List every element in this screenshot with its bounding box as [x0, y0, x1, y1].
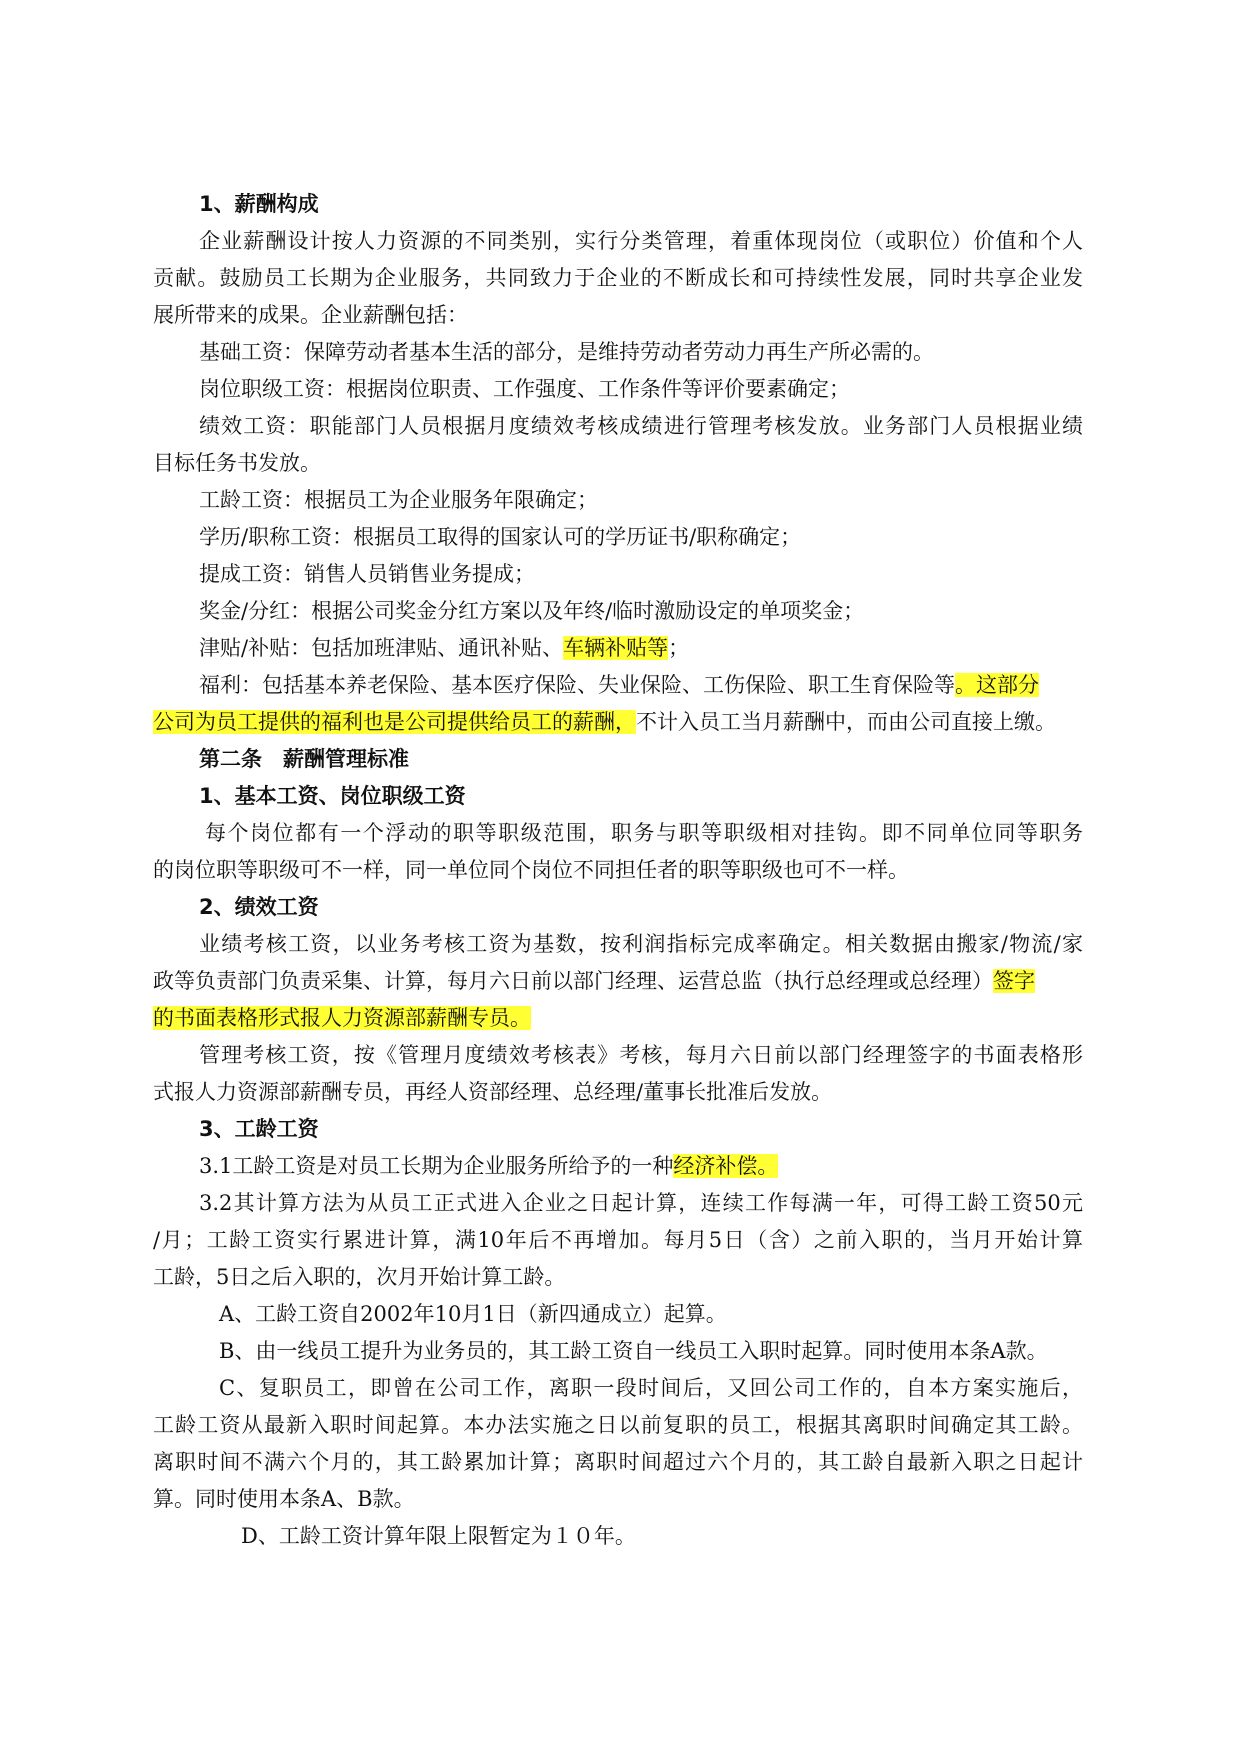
item-commission: 提成工资：销售人员销售业务提成；	[199, 562, 535, 586]
item-welfare-cont	[153, 704, 1083, 741]
document-body	[153, 186, 1083, 1555]
highlighted-text: 公司为员工提供的福利也是公司提供给员工的薪酬，	[153, 710, 636, 734]
paragraph-line: 管理考核工资，按《管理月度绩效考核表》考核，每月六日前以部门经理签字的书面表格形	[199, 1043, 1083, 1067]
item-seniority-salary: 工龄工资：根据员工为企业服务年限确定；	[199, 488, 598, 512]
article-heading: 第二条 薪酬管理标准	[199, 747, 409, 771]
welfare-text-end: 不计入员工当月薪酬中，而由公司直接上缴。	[636, 710, 1056, 734]
paragraph-line: 式报人力资源部薪酬专员，再经人资部经理、总经理/董事长批准后发放。	[153, 1080, 833, 1104]
allowance-text-end: ；	[668, 636, 690, 660]
clause-item-c: C、复职员工，即曾在公司工作，离职一段时间后，又回公司工作的，自本方案实施后，	[219, 1376, 1083, 1400]
highlighted-text: 的书面表格形式报人力资源部薪酬专员。	[153, 1006, 531, 1030]
section-heading-salary-composition: 1、薪酬构成	[199, 192, 319, 216]
welfare-text: 福利：包括基本养老保险、基本医疗保险、失业保险、工伤保险、职工生育保险等	[199, 673, 955, 697]
paragraph-line: 每个岗位都有一个浮动的职等职级范围，职务与职等职级相对挂钩。即不同单位同等职务	[205, 821, 1083, 845]
item-education-salary: 学历/职称工资：根据员工取得的国家认可的学历证书/职称确定；	[199, 525, 802, 549]
item-performance-salary: 绩效工资：职能部门人员根据月度绩效考核成绩进行管理考核发放。业务部门人员根据业绩	[199, 414, 1083, 438]
clause-3-2: 3.2其计算方法为从员工正式进入企业之日起计算，连续工作每满一年，可得工龄工资50元	[199, 1191, 1083, 1215]
item-allowance	[153, 630, 1083, 667]
paragraph-line: 算。同时使用本条A、B款。	[153, 1487, 415, 1511]
paragraph-line	[153, 1000, 1083, 1037]
item-post-salary: 岗位职级工资：根据岗位职责、工作强度、工作条件等评价要素确定；	[199, 377, 850, 401]
highlighted-text: 车辆补贴等	[563, 636, 669, 660]
paragraph-line: 工龄工资从最新入职时间起算。本办法实施之日以前复职的员工，根据其离职时间确定其工龄。	[153, 1413, 1083, 1437]
clause-item-b: B、由一线员工提升为业务员的，其工龄工资自一线员工入职时起算。同时使用本条A款。	[219, 1339, 1048, 1363]
section-heading-performance-salary: 2、绩效工资	[199, 895, 319, 919]
item-welfare	[153, 667, 1083, 704]
clause-3-1	[153, 1148, 1083, 1185]
item-base-salary: 基础工资：保障劳动者基本生活的部分，是维持劳动者劳动力再生产所必需的。	[199, 340, 934, 364]
highlighted-text: 经济补偿。	[673, 1154, 779, 1178]
clause-item-a: A、工龄工资自2002年10月1日（新四通成立）起算。	[219, 1302, 727, 1326]
paragraph-line: 企业薪酬设计按人力资源的不同类别，实行分类管理，着重体现岗位（或职位）价值和个人	[199, 229, 1083, 253]
allowance-text: 津贴/补贴：包括加班津贴、通讯补贴、	[199, 636, 564, 660]
section-heading-seniority-salary: 3、工龄工资	[199, 1117, 319, 1141]
paragraph-line: /月；工龄工资实行累进计算，满10年后不再增加。每月5日（含）之前入职的，当月开始计算	[153, 1228, 1083, 1252]
highlighted-text: 。这部分	[955, 673, 1039, 697]
paragraph-line: 工龄，5日之后入职的，次月开始计算工龄。	[153, 1265, 566, 1289]
paragraph-line: 展所带来的成果。企业薪酬包括：	[153, 303, 468, 327]
clause-item-d: D、工龄工资计算年限上限暂定为１０年。	[241, 1524, 636, 1548]
paragraph-line	[153, 963, 1083, 1000]
paragraph-line: 的岗位职等职级可不一样，同一单位同个岗位不同担任者的职等职级也可不一样。	[153, 858, 909, 882]
section-heading-base-post-salary: 1、基本工资、岗位职级工资	[199, 784, 466, 808]
paragraph-text: 3.1工龄工资是对员工长期为企业服务所给予的一种	[199, 1154, 674, 1178]
item-bonus: 奖金/分红：根据公司奖金分红方案以及年终/临时激励设定的单项奖金；	[199, 599, 865, 623]
paragraph-line: 业绩考核工资，以业务考核工资为基数，按利润指标完成率确定。相关数据由搬家/物流/家	[199, 932, 1083, 956]
paragraph-text: 政等负责部门负责采集、计算，每月六日前以部门经理、运营总监（执行总经理或总经理）	[153, 969, 993, 993]
paragraph-line: 贡献。鼓励员工长期为企业服务，共同致力于企业的不断成长和可持续性发展，同时共享企业发	[153, 266, 1083, 290]
paragraph-line: 离职时间不满六个月的，其工龄累加计算；离职时间超过六个月的，其工龄自最新入职之日起计	[153, 1450, 1083, 1474]
highlighted-text: 签字	[993, 969, 1035, 993]
item-performance-salary-cont: 目标任务书发放。	[153, 451, 321, 475]
